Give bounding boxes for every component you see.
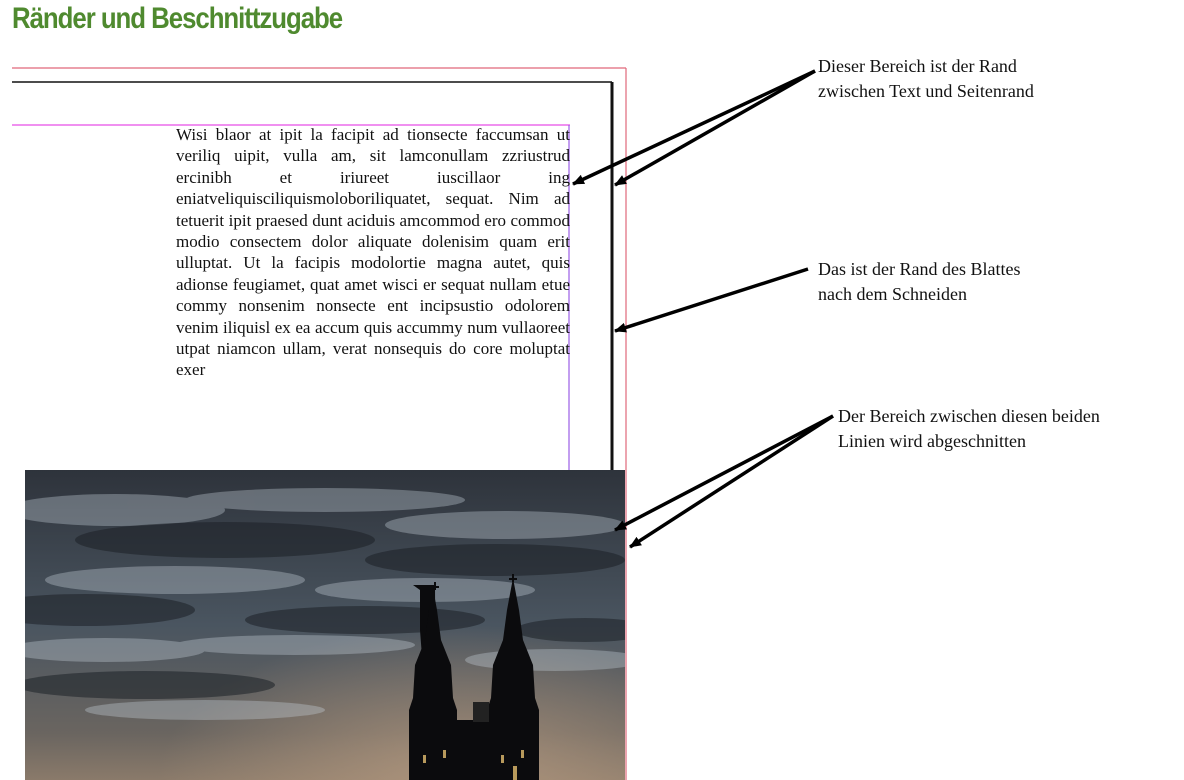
arrow-bleed-1 — [615, 416, 833, 530]
arrow-bleed-2 — [630, 416, 833, 547]
arrow-margin-2 — [615, 71, 815, 185]
callout-trim-edge: Das ist der Rand des Blattes nach dem Schneiden — [818, 259, 1021, 304]
arrow-margin-1 — [573, 71, 815, 184]
page-title: Ränder und Beschnittzugabe — [12, 2, 343, 35]
callout-text-margin: Dieser Bereich ist der Rand zwischen Text und Seitenrand — [818, 56, 1034, 101]
callout-bleed-area: Der Bereich zwischen diesen beiden Linien wird abgeschnitten — [838, 406, 1100, 451]
body-text: Wisi blaor at ipit la facipit ad tionsecte faccumsan ut veriliq uipit, vulla am, sit lamconullam zzriustrud ercinibh et iriureet iuscillaor ing eniatveliquisciliquismoloboriliquatet, sequat. Nim ad tetuerit ipit praesed dunt aciduis amcommod ero commod modio consectem dolor aliquate dolenisim quam erit ulluptat. Ut la facipis modolortie magna autet, quis adionse feugiamet, quat amet wisci er sequat nullam etue commy nonsenim nonsecte ent incipsustio odolorem venim iliquisl ex ea accum quis accummy num vullaoreet utpat niamcon ullam, verat nonsequis do core moluptat exer — [176, 125, 570, 380]
arrow-trim-edge — [615, 269, 808, 331]
